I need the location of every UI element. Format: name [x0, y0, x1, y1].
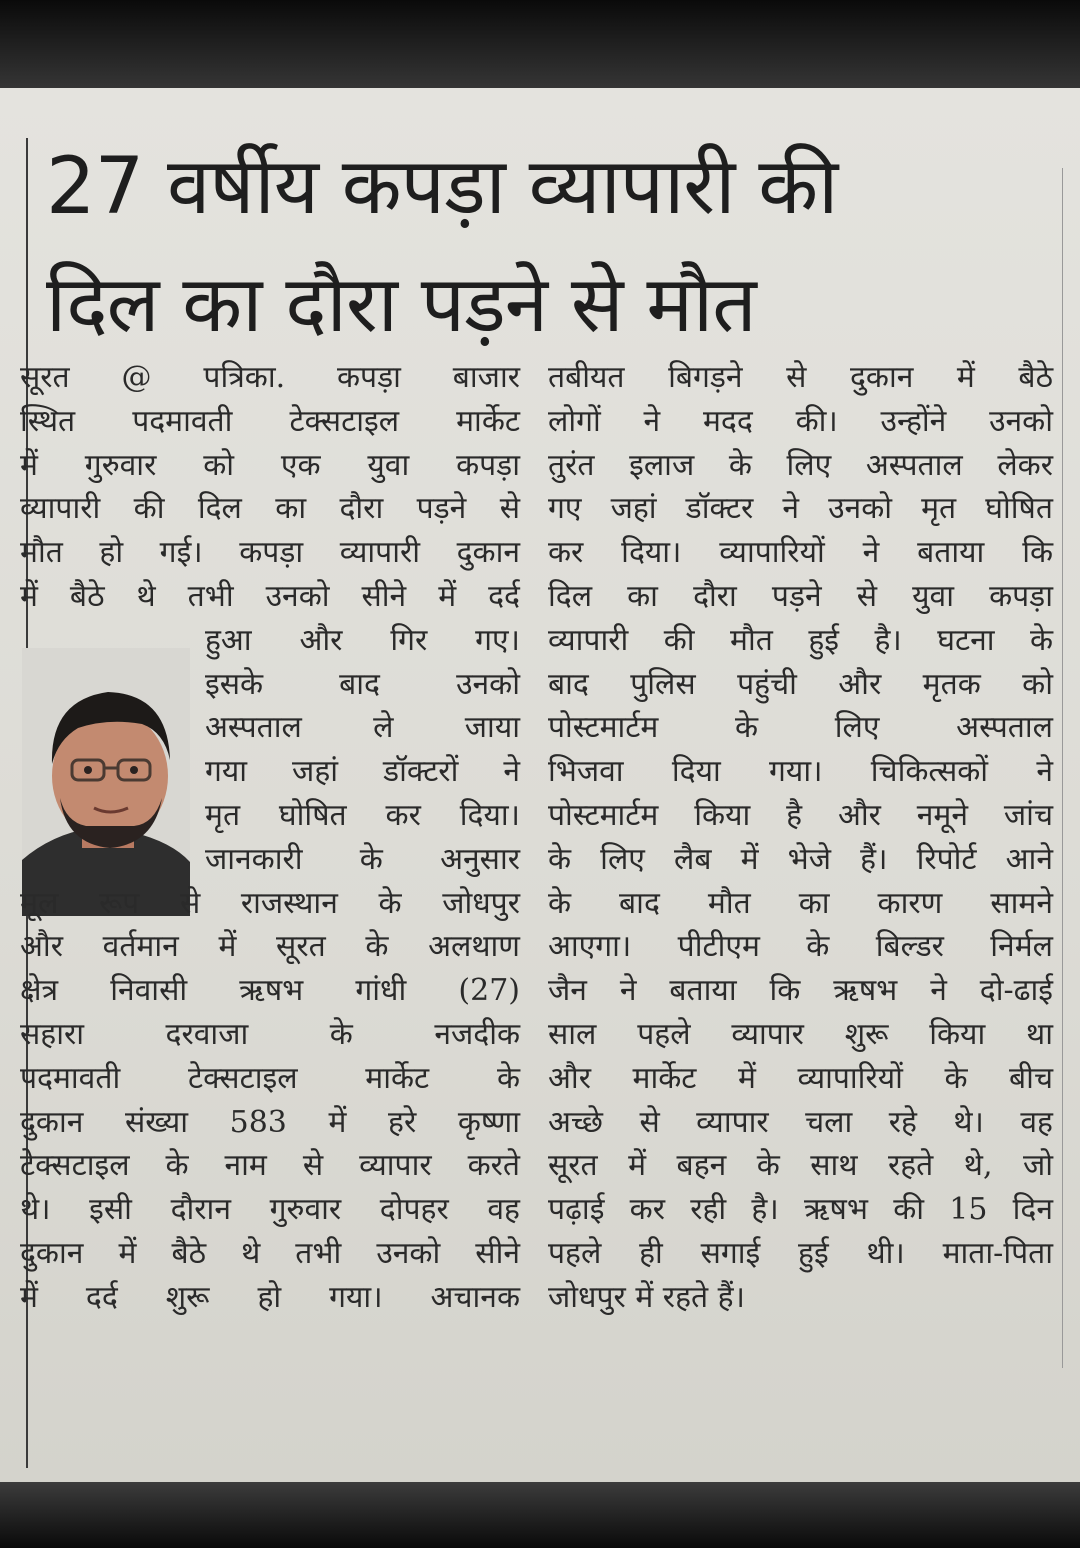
- text-line: सूरत @ पत्रिका. कपड़ा बाजार: [20, 360, 520, 395]
- text-line: और मार्केट में व्यापारियों के बीच: [548, 1060, 1053, 1096]
- text-line: व्यापारी की दिल का दौरा पड़ने से: [20, 491, 520, 527]
- headline-line-2: दिल का दौरा पड़ने से मौत: [46, 260, 756, 350]
- bottom-dark-border: [0, 1482, 1080, 1548]
- text-line: तुरंत इलाज के लिए अस्पताल लेकर: [548, 447, 1053, 483]
- text-line: गया जहां डॉक्टरों ने: [205, 754, 520, 790]
- text-line: साल पहले व्यापार शुरू किया था: [548, 1016, 1053, 1052]
- text-line: अस्पताल ले जाया: [205, 710, 520, 746]
- text-line: स्थित पदमावती टेक्सटाइल मार्केट: [20, 403, 520, 439]
- text-line: दुकान संख्या 583 में हरे कृष्णा: [20, 1104, 520, 1140]
- text-line: कर दिया। व्यापारियों ने बताया कि: [548, 535, 1053, 571]
- text-line: सहारा दरवाजा के नजदीक: [20, 1016, 520, 1052]
- text-line: दिल का दौरा पड़ने से युवा कपड़ा: [548, 578, 1053, 614]
- article-column-right: [548, 356, 1053, 1320]
- headline-line-1: 27 वर्षीय कपड़ा व्यापारी की: [46, 142, 838, 232]
- text-line: आएगा। पीटीएम के बिल्डर निर्मल: [548, 929, 1053, 965]
- text-line: जानकारी के अनुसार: [205, 841, 520, 877]
- headline: [46, 128, 1046, 364]
- page-edge: [1062, 168, 1077, 1368]
- text-line: सूरत में बहन के साथ रहते थे, जो: [548, 1148, 1053, 1184]
- text-line: के बाद मौत का कारण सामने: [548, 885, 1053, 921]
- text-line: जोधपुर में रहते हैं।: [548, 1279, 745, 1315]
- text-line: जैन ने बताया कि ऋषभ ने दो-ढाई: [548, 973, 1053, 1009]
- text-line: के लिए लैब में भेजे हैं। रिपोर्ट आने: [548, 841, 1053, 877]
- text-line: अच्छे से व्यापार चला रहे थे। वह: [548, 1104, 1053, 1140]
- text-line: पोस्टमार्टम किया है और नमूने जांच: [548, 797, 1053, 833]
- text-line: थे। इसी दौरान गुरुवार दोपहर वह: [20, 1192, 520, 1228]
- text-line: पोस्टमार्टम के लिए अस्पताल: [548, 710, 1053, 746]
- text-line: इसके बाद उनको: [205, 666, 520, 702]
- text-line: मौत हो गई। कपड़ा व्यापारी दुकान: [20, 535, 520, 571]
- text-line: व्यापारी की मौत हुई है। घटना के: [548, 622, 1053, 658]
- text-line: भिजवा दिया गया। चिकित्सकों ने: [548, 754, 1053, 790]
- text-line: पदमावती टेक्सटाइल मार्केट के: [20, 1060, 520, 1096]
- text-line: पढ़ाई कर रही है। ऋषभ की 15 दिन: [548, 1192, 1053, 1228]
- text-line: में बैठे थे तभी उनको सीने में दर्द: [20, 578, 520, 614]
- text-line: मूल रूप से राजस्थान के जोधपुर: [20, 885, 520, 921]
- text-line: टेक्सटाइल के नाम से व्यापार करते: [20, 1148, 520, 1184]
- text-line: गए जहां डॉक्टर ने उनको मृत घोषित: [548, 491, 1053, 527]
- top-dark-border: [0, 0, 1080, 88]
- text-line: बाद पुलिस पहुंची और मृतक को: [548, 666, 1053, 702]
- text-line: दुकान में बैठे थे तभी उनको सीने: [20, 1235, 520, 1271]
- text-line: और वर्तमान में सूरत के अलथाण: [20, 929, 520, 965]
- text-line: में गुरुवार को एक युवा कपड़ा: [20, 447, 520, 483]
- newspaper-clipping: [0, 88, 1080, 1482]
- text-line: पहले ही सगाई हुई थी। माता-पिता: [548, 1235, 1053, 1271]
- text-line: क्षेत्र निवासी ऋषभ गांधी (27): [20, 973, 520, 1009]
- text-line: में दर्द शुरू हो गया। अचानक: [20, 1279, 520, 1315]
- text-line: तबीयत बिगड़ने से दुकान में बैठे: [548, 360, 1053, 395]
- article-column-left: [20, 356, 520, 1320]
- text-line: मृत घोषित कर दिया।: [205, 797, 520, 833]
- text-line: हुआ और गिर गए।: [205, 622, 520, 658]
- text-line: लोगों ने मदद की। उन्होंने उनको: [548, 403, 1053, 439]
